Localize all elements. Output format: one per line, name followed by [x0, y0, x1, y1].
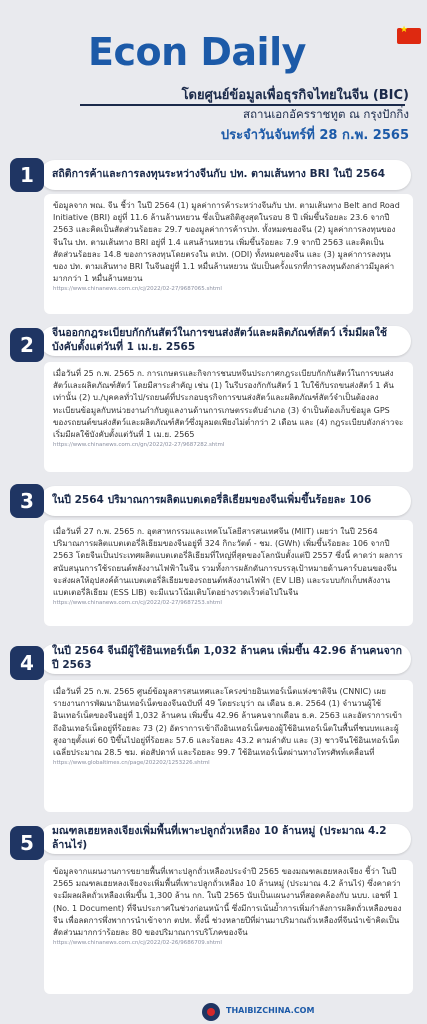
section-number: 3 — [10, 484, 44, 518]
section-header — [8, 322, 419, 358]
section-number: 2 — [10, 328, 44, 362]
source-link[interactable]: https://www.chinanews.com.cn/gn/2022/02-27/9687282.shtml — [53, 442, 225, 449]
embassy-label: สถานเอกอัครราชทูต ณ กรุงปักกิ่ง — [243, 107, 409, 121]
section-header — [8, 820, 419, 856]
source-link[interactable]: https://www.globaltimes.cn/page/202202/1253226.shtml — [53, 760, 210, 767]
section-body-text: ข้อมูลจาก พณ. จีน ชี้ว่า ในปี 2564 (1) มูลค่าการค้าระหว่างจีนกับ ปท. ตามเส้นทาง Belt and Road Initiative (BRI) อยู่ที่ 11.6 ล้านล้านหยวน ซึ่งเป็นสถิติสูงสุดในรอบ 8 ปี เพิ่มขึ้นร้อยละ 23.6 จากปี 2563 และคิดเป็นสัดส่วนร้อยละ 29.7 ของมูลค่าการค้ารปท. ทั้งหมดของจีน (2) มูลค่าการลงทุนของจีนใน ปท. ตามเส้นทาง BRI อยู่ที่ 1.4 แสนล้านหยวน เพิ่มขึ้นร้อยละ 7.9 จากปี 2563 และคิดเป็นสัดส่วนร้อยละ 14.8 ของการลงทุนโดยตรงใน ตปท. (ODI) ทั้งหมดของจีน และ (3) มูลค่าการลงทุนของ ปท. ตามเส้นทาง BRI ในจีนอยู่ที่ 1.1 หมื่นล้านหยวน นับเป็นครั้งแรกที่การลงทุนดังกล่าวมีมูลค่ามากกว่า 1 หมื่นล้านหยวน — [53, 201, 400, 284]
news-section-1 — [8, 156, 419, 314]
section-number: 1 — [10, 158, 44, 192]
section-header — [8, 482, 419, 518]
section-body-text: เมื่อวันที่ 27 ก.พ. 2565 ก. อุตสาหกรรมและเทคโนโลยีสารสนเทศจีน (MIIT) เผยว่า ในปี 2564 ปริมาณการผลิตแบตเตอรี่ลิเธียมของจีนอยู่ที่ 324 กิกะวัตต์ - ชม. (GWh) เพิ่มขึ้นร้อยละ 106 จากปี 2563 โดยจีนเป็นประเทศผลิตแบตเตอรี่ลิเธียมที่ใหญ่ที่สุดของโลกนับตั้งแต่ปี 2557 ซึ่งนี้ คาดว่า ผลการ สนับสนุนการใช้รถยนต์พลังงานไฟฟ้าในจีน รวมทั้งการผลักดันการบรรลุเป้าหมายด้านคาร์บอนของจีนจะส่งผลให้อุปสงค์ด้านแบตเตอรี่ลิเธียมของรถยนต์พลังงานไฟฟ้า (EV LIB) และระบบกักเก็บพลังงานแบตเตอรี่ลิเธียม (ESS LIB) จะมีแนวโน้มเติบโตอย่างรวดเร็วต่อไปในจีน — [53, 527, 403, 598]
section-body — [44, 194, 413, 314]
section-body — [44, 362, 413, 472]
section-heading: ในปี 2564 จีนมีผู้ใช้อินเทอร์เน็ต 1,032 ล้านคน เพิ่มขึ้น 42.96 ล้านคนจากปี 2563 — [52, 645, 403, 671]
section-body — [44, 860, 413, 994]
section-heading: สถิติการค้าและการลงทุนระหว่างจีนกับ ปท. ตามเส้นทาง BRI ในปี 2564 — [52, 168, 386, 180]
section-heading: ในปี 2564 ปริมาณการผลิตแบตเตอรี่ลิเธียมของจีนเพิ่มขึ้นร้อยละ 106 — [52, 494, 372, 506]
section-body-text: เมื่อวันที่ 25 ก.พ. 2565 ก. การเกษตรและกิจการชนบทจีนประกาศกฎระเบียบกักกันสัตว์ในการขนส่งสัตว์และผลิตภัณฑ์สัตว์ โดยมีสาระสำคัญ เช่น (1) ในรีบรองกักกันสัตว์ 1 ใบใช้กับรถขนส่งสัตว์ 1 คันเท่านั้น (2) บ./บุคคลทั่วไป/รถยนต์ที่ประกอบธุรกิจการขนส่งสัตว์และผลิตภัณฑ์สัตว์จำเป็นต้องลงทะเบียนข้อมูลกับหน่วยงานกำกับดูแลงานด้านการเกษตรระดับอำเภอ (3) จำเป็นต้องเก็บข้อมูล GPS ของรถยนต์ขนส่งสัตว์และผลิตภัณฑ์สัตว์ซึ่งมูลมดเพียงไม่ต่ำกว่า 2 เดือน และ (4) กฎระเบียบดังกล่าวจะเริ่มมีผลใช้บังคับตั้งแต่วันที่ 1 เม.ย. 2565 — [53, 369, 404, 440]
news-section-5 — [8, 820, 419, 994]
page-subtitle: โดยศูนย์ข้อมูลเพื่อธุรกิจไทยในจีน (BIC) — [181, 88, 409, 103]
news-section-4 — [8, 640, 419, 812]
section-body — [44, 680, 413, 812]
thaibizchina-logo[interactable]: THAIBIZCHINA.COM — [226, 1006, 315, 1015]
page-title: Econ Daily — [88, 30, 306, 74]
footer — [0, 1000, 427, 1024]
news-section-2 — [8, 322, 419, 472]
news-section-3 — [8, 482, 419, 626]
section-header — [8, 640, 419, 676]
section-number: 5 — [10, 826, 44, 860]
source-link[interactable]: https://www.chinanews.com.cn/cj/2022/02-27/9687253.shtml — [53, 600, 222, 607]
embassy-emblem-icon — [202, 1003, 220, 1021]
source-link[interactable]: https://www.chinanews.com.cn/cj/2022/02-27/9687065.shtml — [53, 286, 222, 293]
date-label: ประจำวันจันทร์ที่ 28 ก.พ. 2565 — [220, 128, 409, 143]
section-number: 4 — [10, 646, 44, 680]
section-body-text: เมื่อวันที่ 25 ก.พ. 2565 ศูนย์ข้อมูลสารสนเทศและโครงข่ายอินเทอร์เน็ตแห่งชาติจีน (CNNIC) เผยรายงานการพัฒนาอินเทอร์เน็ตของจีนฉบับที่ 49 โดยระบุว่า ณ เดือน ธ.ค. 2564 (1) จำนวนผู้ใช้อินเทอร์เน็ตของจีนอยู่ที่ 1,032 ล้านคน เพิ่มขึ้น 42.96 ล้านคนจากเดือน ธ.ค. 2563 และอัตราการเข้าถึงอินเทอร์เน็ตอยู่ที่ร้อยละ 73 (2) อัตราการเข้าถึงอินเทอร์เน็ตของผู้ใช้อินเทอร์เน็ตในพื้นที่ชนบทและผู้สูงอายุตั้งแต่ 60 ปีขึ้นไปอยู่ที่ร้อยละ 57.6 และร้อยละ 43.2 ตามลำดับ และ (3) ชาวจีนใช้อินเทอร์เน็ตเฉลี่ยประมาณ 28.5 ชม. ต่อสัปดาห์ และร้อยละ 99.7 ใช้อินเทอร์เน็ตผ่านทางโทรศัพท์เคลื่อนที่ — [53, 687, 402, 758]
section-body-text: ข้อมูลจากแผนงานการขยายพื้นที่เพาะปลูกถั่วเหลืองประจำปี 2565 ของมณฑลเฮยหลงเจียง ชี้ว่า ในปี 2565 มณฑลเฮยหลงเจียงจะเพิ่มพื้นที่เพาะปลูกถั่วเหลือง 10 ล้านหมู่ (ประมาณ 4.2 ล้านไร่) ซึ่งคาดว่าจะมีผลผลิตถั่วเหลืองเพิ่มขึ้น 1,300 ล้าน กก. ในปี 2565 นับเป็นแผนงานที่สอดคล้องกับ นบบ. เอชที่ 1 (No. 1 Document) ที่จีนประกาศในช่วงก่อนหน้านี้ ซึ่งมีการเน้นย้ำการเพิ่มกำลังการผลิตถั่วเหลืองของจีน เพื่อลดการพึ่งพาการนำเข้าจาก ตปท. ทั้งนี้ ช่วงหลายปีที่ผ่านมาปริมาณถั่วเหลืองที่จีนนำเข้าคิดเป็นสัดส่วนมากกว่าร้อยละ 80 ของปริมาณการบริโภคของจีน — [53, 867, 402, 938]
section-heading: มณฑลเฮยหลงเจียงเพิ่มพื้นที่เพาะปลูกถั่วเหลือง 10 ล้านหมู่ (ประมาณ 4.2 ล้านไร่) — [52, 825, 387, 851]
section-header — [8, 156, 419, 192]
section-heading: จีนออกกฎระเบียบกักกันสัตว์ในการขนส่งสัตว์และผลิตภัณฑ์สัตว์ เริ่มมีผลใช้บังคับตั้งแต่วันที่ 1 เม.ย. 2565 — [52, 327, 387, 353]
header — [0, 0, 427, 150]
section-body — [44, 520, 413, 626]
source-link[interactable]: https://www.chinanews.com.cn/cj/2022/02-26/9686709.shtml — [53, 940, 222, 947]
